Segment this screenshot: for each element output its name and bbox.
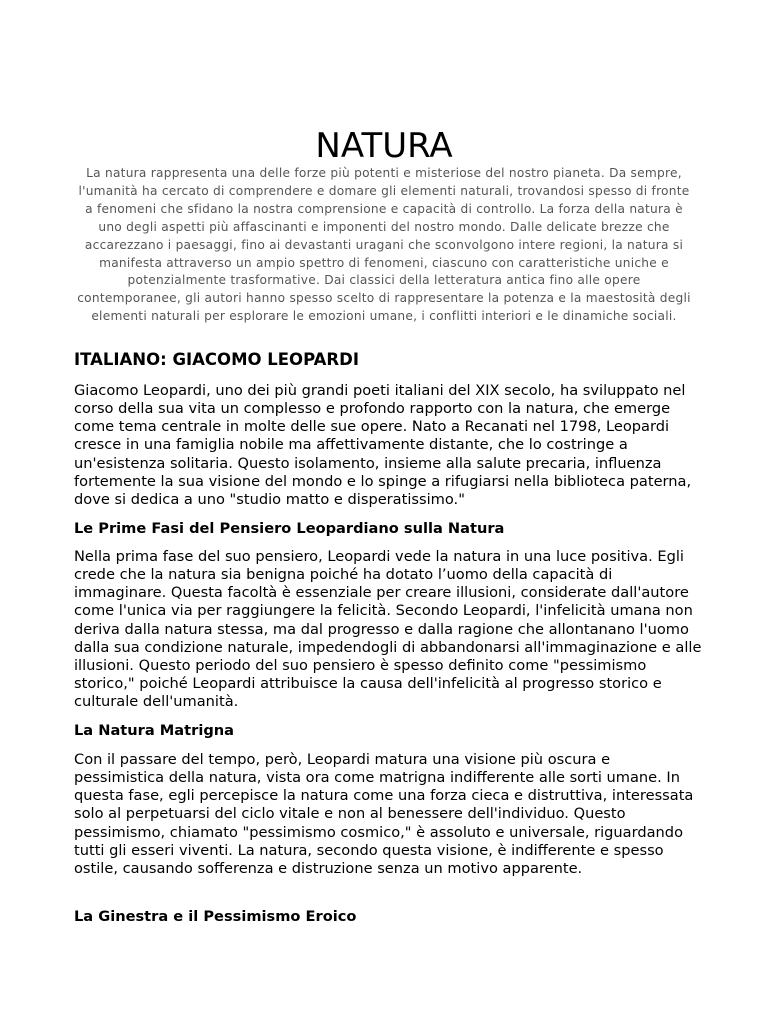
intro-paragraph: La natura rappresenta una delle forze più potenti e misteriose del nostro pianeta. Da sempre, l'umanità ha cercato di comprendere e domare gli elementi naturali, trovandosi spesso di fronte a fenomeni che sfidano la nostra comprensione e capacità di controllo. La forza della natura è uno degli aspetti più affascinanti e imponenti del nostro mondo. Dalle delicate brezze che accarezzano i paesaggi, fino ai devastanti uragani che sconvolgono intere regioni, la natura si manifesta attraverso un ampio spettro di fenomeni, ciascuno con caratteristiche uniche e potenzialmente trasformative. Dai classici della letteratura antica fino alle opere contemporanee, gli autori hanno spesso scelto di rappresentare la potenza e la maestosità degli elementi naturali per esplorare le emozioni umane, i conflitti interiori e le dinamiche sociali.: [77, 166, 691, 324]
subsection-paragraph-natura-matrigna: Con il passare del tempo, però, Leopardi matura una visione più oscura e pessimistica della natura, vista ora come matrigna indifferente alle sorti umane. In questa fase, egli percepisce la natura come una forza cieca e distruttiva, interessata solo al perpetuarsi del ciclo vitale e non al benessere dell'individuo. Questo pessimismo, chiamato "pessimismo cosmico," è assoluto e universale, riguardando tutti gli esseri viventi. La natura, secondo questa visione, è indifferente e spesso ostile, causando sofferenza e distruzione senza un motivo apparente.: [74, 751, 694, 877]
subsection-heading-prime-fasi: Le Prime Fasi del Pensiero Leopardiano sulla Natura: [74, 520, 505, 537]
subsection-paragraph-prime-fasi: Nella prima fase del suo pensiero, Leopardi vede la natura in una luce positiva. Egli crede che la natura sia benigna poiché ha dotato l’uomo della capacità di immaginare. Questa facoltà è essenziale per creare illusioni, considerate dall'autore come l'unica via per raggiungere la felicità. Secondo Leopardi, l'infelicità umana non deriva dalla natura stessa, ma dal progresso e dalla ragione che allontanano l'uomo dalla sua condizione naturale, impedendogli di abbandonarsi all'immaginazione e alle illusioni. Questo periodo del suo pensiero è spesso definito come "pessimismo storico," poiché Leopardi attribuisce la causa dell'infelicità al progresso storico e culturale dell'umanità.: [74, 548, 702, 711]
subsection-heading-natura-matrigna: La Natura Matrigna: [74, 722, 235, 739]
page-title: NATURA: [315, 126, 453, 166]
section-paragraph-leopardi: Giacomo Leopardi, uno dei più grandi poeti italiani del XIX secolo, ha sviluppato nel corso della sua vita un complesso e profondo rapporto con la natura, che emerge come tema centrale in molte delle sue opere. Nato a Recanati nel 1798, Leopardi cresce in una famiglia nobile ma affettivamente distante, che lo costringe a un'esistenza solitaria. Questo isolamento, insieme alla salute precaria, influenza fortemente la sua visione del mondo e lo spinge a rifugiarsi nella biblioteca paterna, dove si dedica a uno "studio matto e disperatissimo.": [74, 382, 692, 508]
section-heading-leopardi: ITALIANO: GIACOMO LEOPARDI: [74, 350, 359, 369]
subsection-heading-ginestra: La Ginestra e il Pessimismo Eroico: [74, 908, 357, 925]
